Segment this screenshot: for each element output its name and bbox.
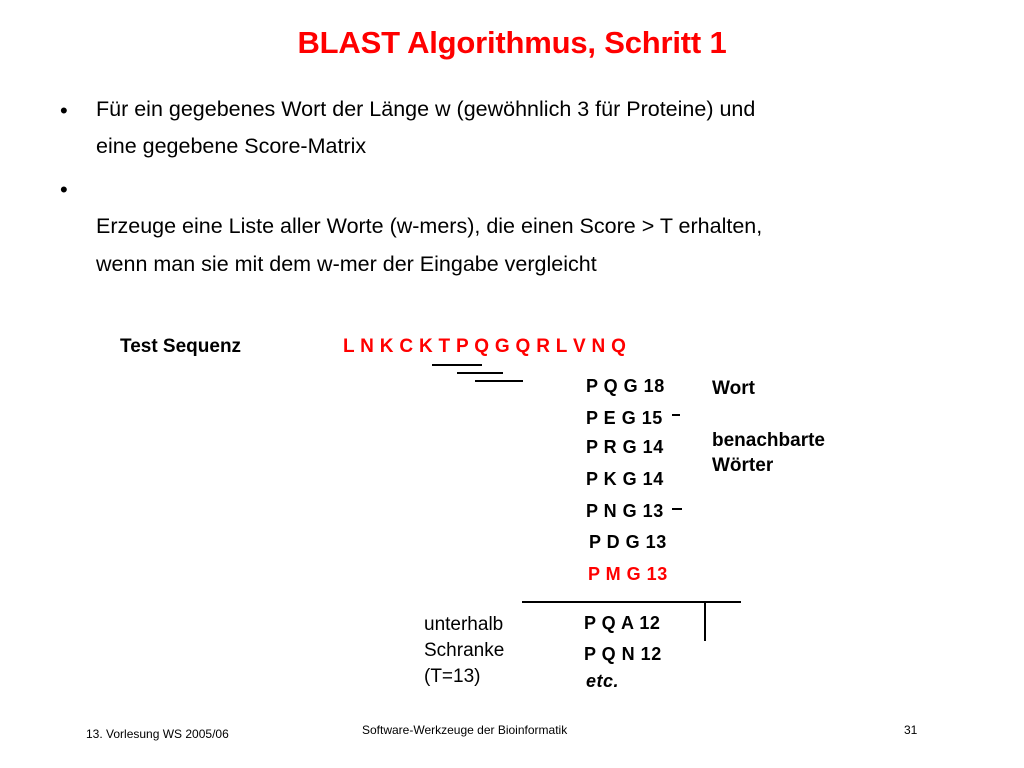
word-pkg: P K G 14 (586, 469, 664, 489)
threshold-label-line-2: Schranke (424, 640, 505, 661)
threshold-line (522, 601, 741, 603)
dash-mark-2 (672, 508, 682, 510)
test-sequence: L N K C K T P Q G Q R L V N Q (343, 336, 627, 357)
bullet-2-line-1: Erzeuge eine Liste aller Worte (w-mers), die einen Score > T erhalten, (96, 214, 763, 238)
threshold-bracket (704, 601, 706, 641)
footer-course: 13. Vorlesung WS 2005/06 (86, 727, 229, 741)
bullet-1-marker: • (60, 98, 68, 123)
threshold-label-line-3: (T=13) (424, 666, 481, 687)
footer-page-number: 31 (904, 723, 918, 737)
word-prg: P R G 14 (586, 437, 664, 457)
neighbor-label-line-2: Wörter (712, 455, 774, 476)
sequence-underline-3 (475, 380, 523, 382)
bullet-1-line-2: eine gegebene Score-Matrix (96, 134, 367, 158)
word-pqn: P Q N 12 (584, 644, 662, 664)
slide-title: BLAST Algorithmus, Schritt 1 (297, 25, 727, 60)
etc-label: etc. (586, 671, 620, 691)
bullet-1-line-1: Für ein gegebenes Wort der Länge w (gewöhnlich 3 für Proteine) und (96, 97, 756, 121)
footer-subject: Software-Werkzeuge der Bioinformatik (362, 723, 568, 737)
test-sequence-label: Test Sequenz (120, 336, 242, 357)
word-pmg: P M G 13 (588, 564, 668, 584)
word-png: P N G 13 (586, 501, 664, 521)
word-pdg: P D G 13 (589, 532, 667, 552)
word-peg: P E G 15 (586, 408, 663, 428)
dash-mark-1 (672, 414, 680, 416)
bullet-2-line-2: wenn man sie mit dem w-mer der Eingabe vergleicht (96, 252, 597, 276)
sequence-underline-1 (432, 364, 482, 366)
neighbor-label-line-1: benachbarte (712, 430, 825, 451)
bullet-2-marker: • (60, 177, 68, 202)
threshold-label-line-1: unterhalb (424, 614, 504, 635)
word-pqg: P Q G 18 (586, 376, 665, 396)
sequence-underline-2 (457, 372, 503, 374)
wort-label: Wort (712, 378, 755, 399)
word-pqa: P Q A 12 (584, 613, 661, 633)
